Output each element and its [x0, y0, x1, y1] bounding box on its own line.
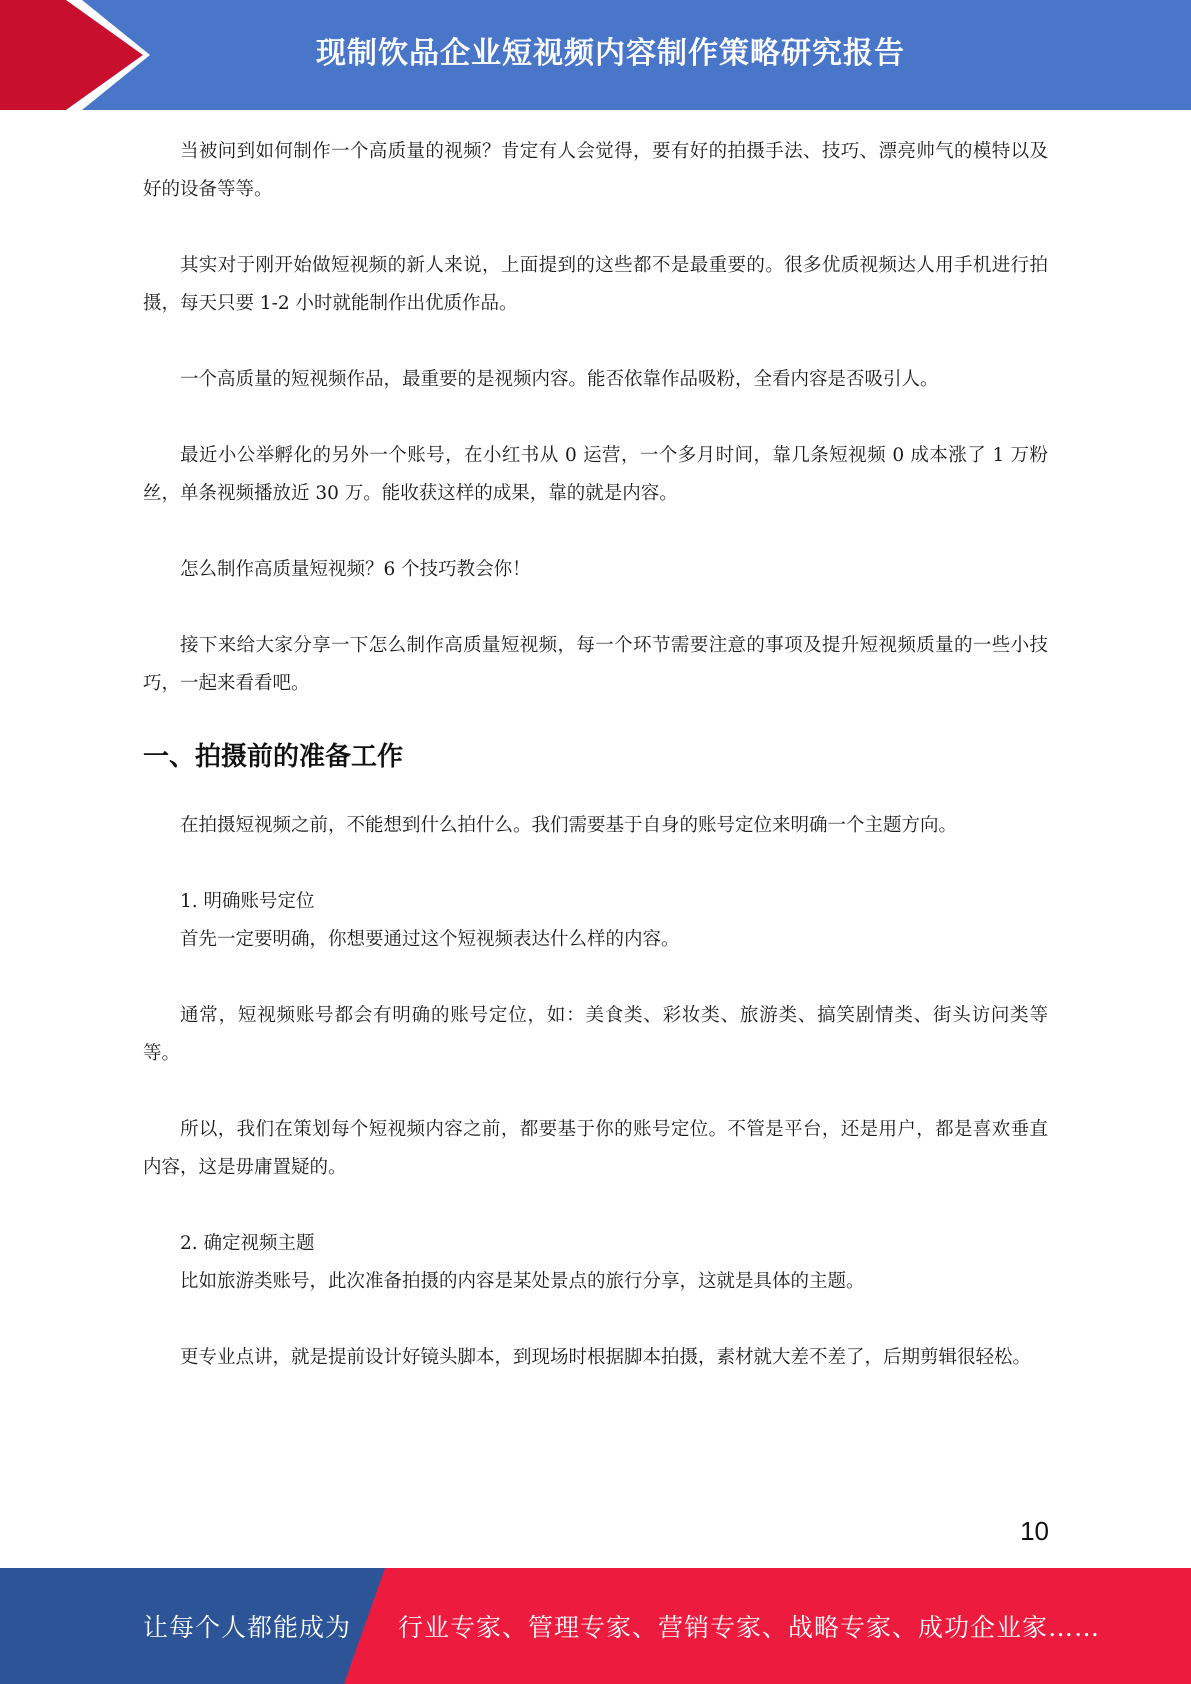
- document-body: [143, 133, 1048, 1415]
- paragraph: 其实对于刚开始做短视频的新人来说，上面提到的这些都不是最重要的。很多优质视频达人用手机进行拍摄，每天只要 1-2 小时就能制作出优质作品。: [143, 255, 1048, 314]
- header-banner: [0, 0, 1191, 110]
- paragraph: 通常，短视频账号都会有明确的账号定位，如：美食类、彩妆类、旅游类、搞笑剧情类、街头访问类等等。: [143, 1005, 1048, 1064]
- footer-banner: [0, 1568, 1191, 1684]
- footer-slogan-left: 让每个人都能成为: [143, 1613, 352, 1642]
- paragraph: 首先一定要明确，你想要通过这个短视频表达什么样的内容。: [180, 929, 680, 950]
- report-title: 现制饮品企业短视频内容制作策略研究报告: [316, 36, 905, 71]
- footer-slogan-right: 行业专家、管理专家、营销专家、战略专家、成功企业家……: [398, 1613, 1101, 1642]
- section-heading: 一、拍摄前的准备工作: [143, 742, 404, 772]
- paragraph: 所以，我们在策划每个短视频内容之前，都要基于你的账号定位。不管是平台，还是用户，都是喜欢垂直内容，这是毋庸置疑的。: [143, 1119, 1048, 1178]
- paragraph: 一个高质量的短视频作品，最重要的是视频内容。能否依靠作品吸粉，全看内容是否吸引人。: [180, 369, 939, 390]
- list-item-title: 2. 确定视频主题: [180, 1233, 315, 1254]
- paragraph: 接下来给大家分享一下怎么制作高质量短视频，每一个环节需要注意的事项及提升短视频质量的一些小技巧，一起来看看吧。: [143, 635, 1048, 694]
- list-item-title: 1. 明确账号定位: [180, 891, 315, 912]
- paragraph: 在拍摄短视频之前，不能想到什么拍什么。我们需要基于自身的账号定位来明确一个主题方向。: [180, 815, 958, 836]
- paragraph: 当被问到如何制作一个高质量的视频？肯定有人会觉得，要有好的拍摄手法、技巧、漂亮帅气的模特以及好的设备等等。: [143, 141, 1048, 200]
- paragraph: 怎么制作高质量短视频？6 个技巧教会你！: [180, 559, 531, 580]
- page-number: 10: [1020, 1516, 1049, 1546]
- paragraph: 最近小公举孵化的另外一个账号，在小红书从 0 运营，一个多月时间，靠几条短视频 0 成本涨了 1 万粉丝，单条视频播放近 30 万。能收获这样的成果，靠的就是内容。: [143, 445, 1048, 504]
- paragraph: 更专业点讲，就是提前设计好镜头脚本，到现场时根据脚本拍摄，素材就大差不差了，后期剪辑很轻松。: [180, 1347, 1032, 1368]
- paragraph: 比如旅游类账号，此次准备拍摄的内容是某处景点的旅行分享，这就是具体的主题。: [180, 1271, 865, 1292]
